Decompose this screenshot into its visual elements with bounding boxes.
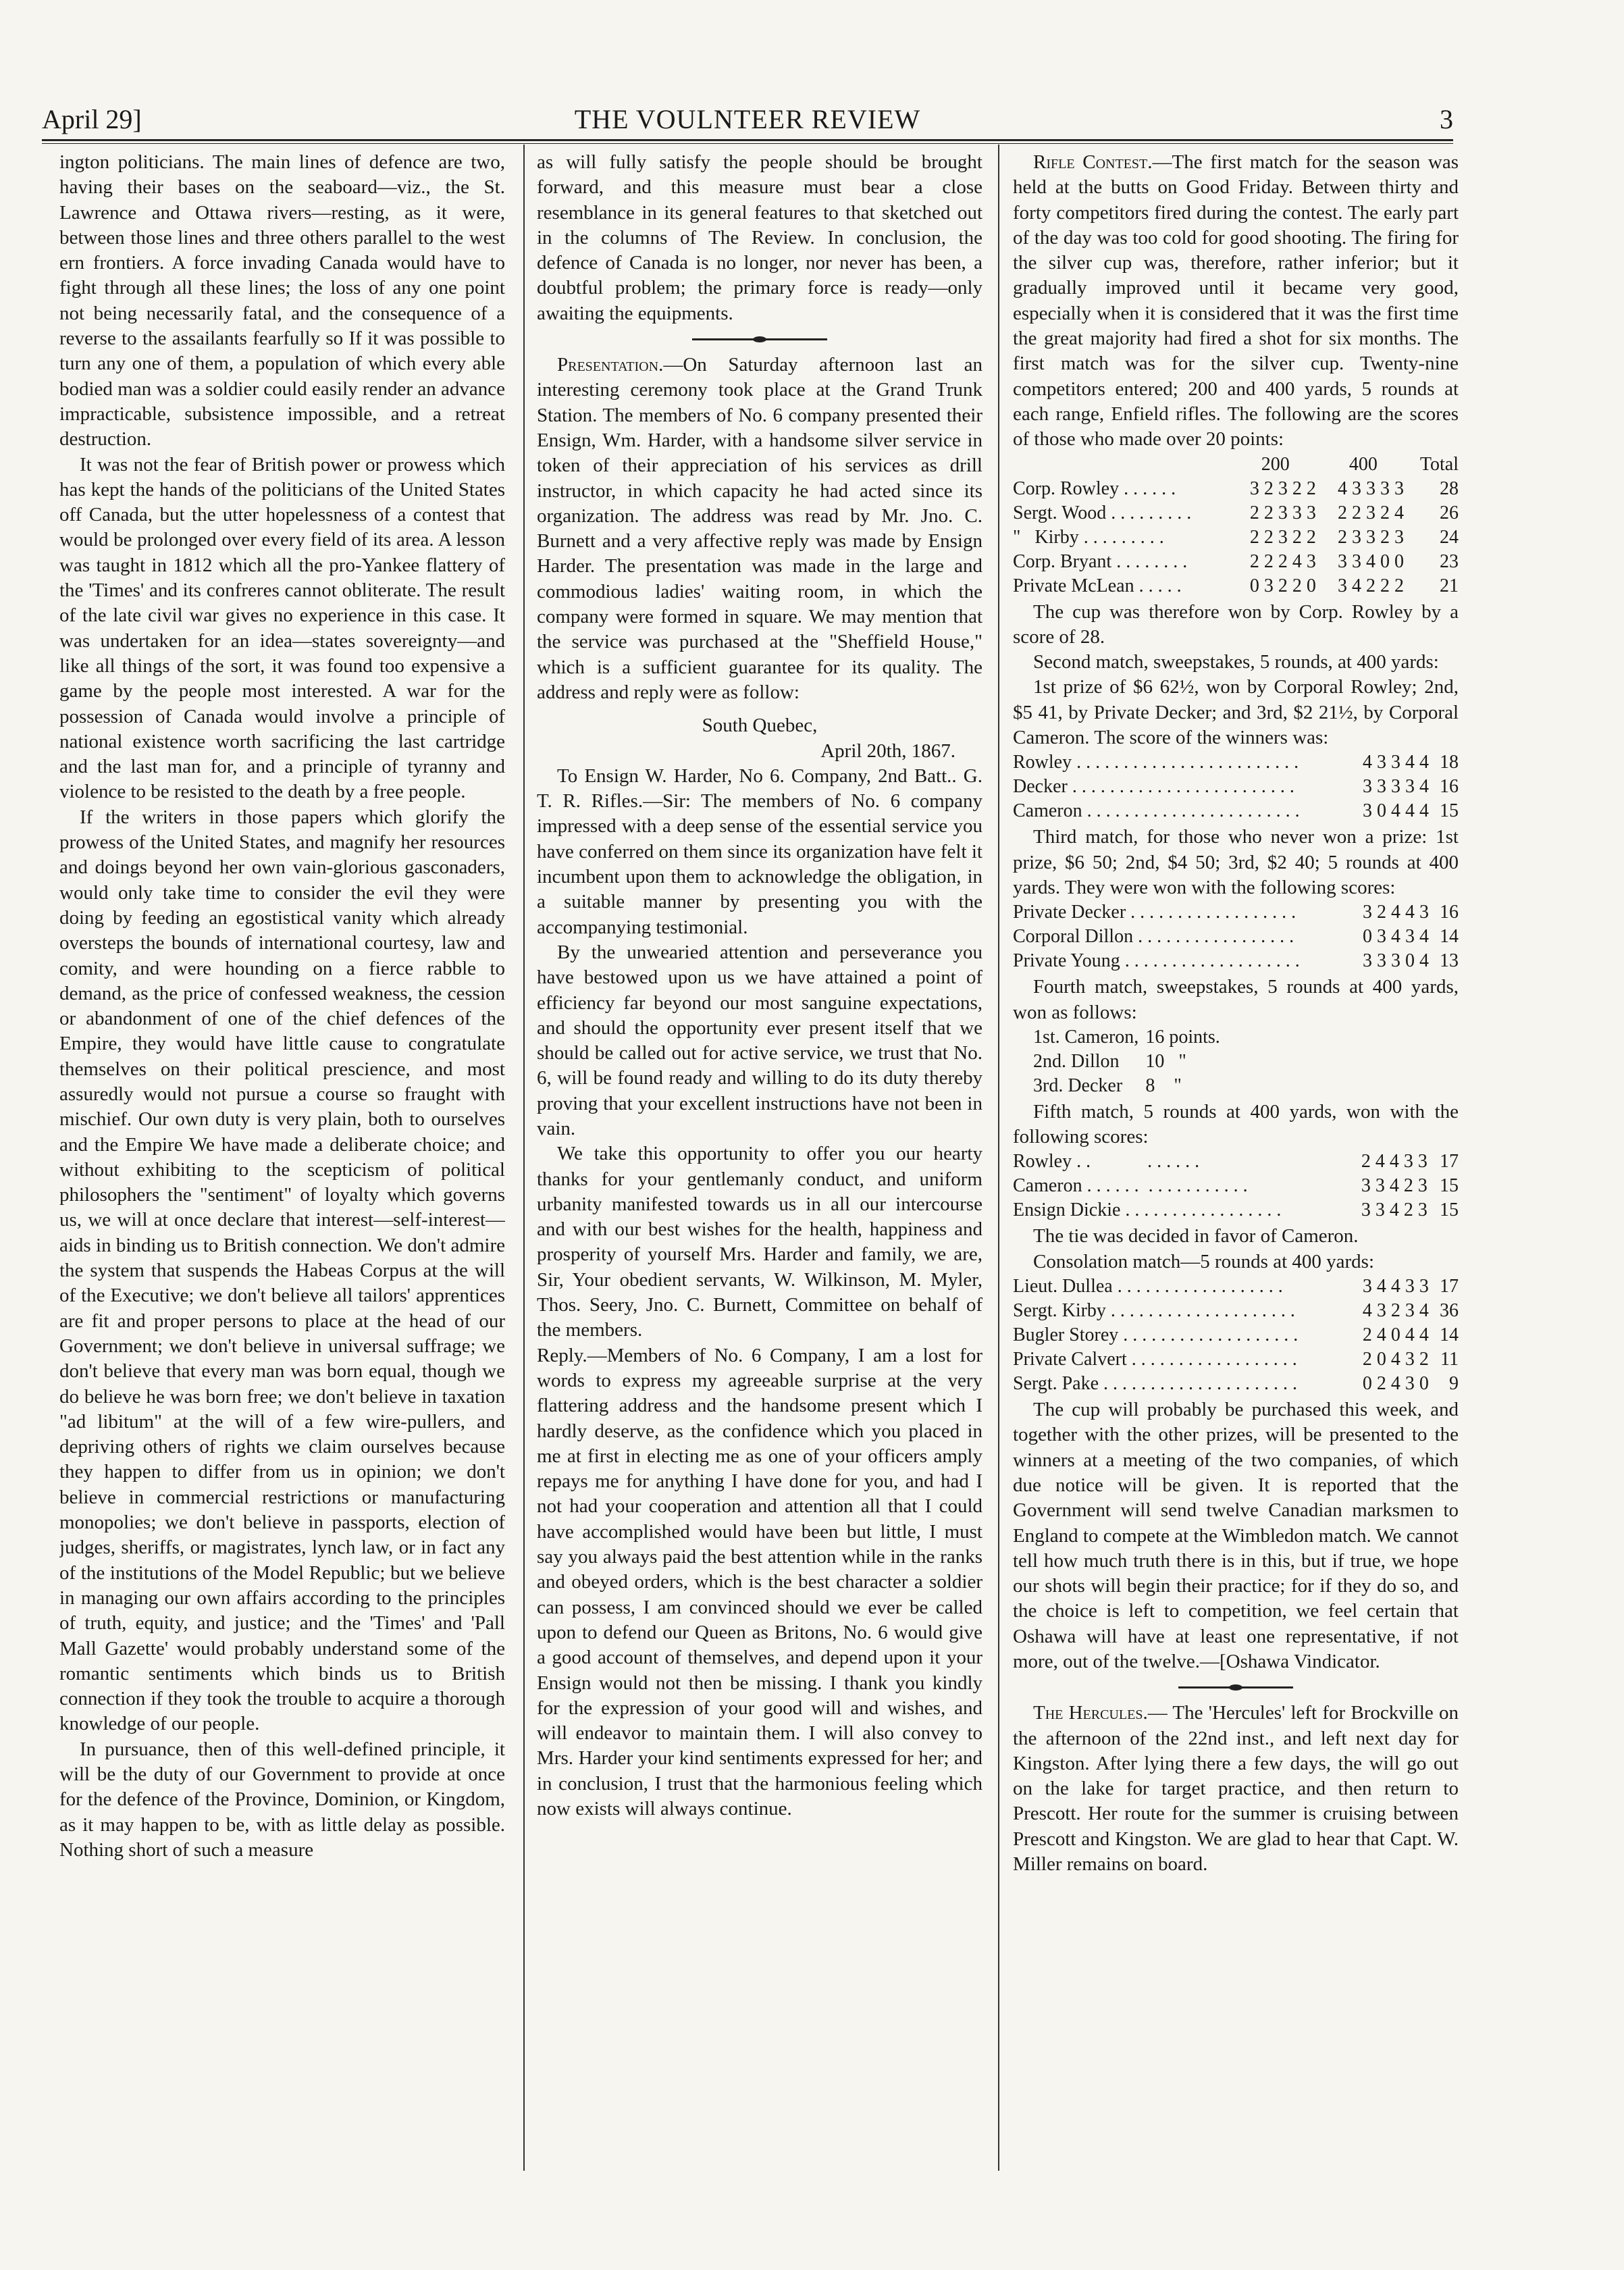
presentation-text: —On Saturday afternoon last an interesting ceremony took place at the Grand Trunk Station. The members of No. 6 company presented their Ensign, Wm. Harder, with a handsome silver service in token of their appreciation of his services as drill instructor, in which capacity he had acted since its organization. The address was read by Mr. Jno. C. Burnett and a very affective reply was made by Ensign Harder. The presentation was made in the large and commodious ladies' waiting room, in which the company were formed in square. We may mention that the service was purchased at the "Sheffield House," which is a sufficient guarantee for its quality. The address and reply were as follow: (537, 354, 983, 703)
table-cell: Ensign Dickie . . . . . . . . . . . . . . . . . (1013, 1200, 1282, 1221)
table-cell: 3 3 3 3 4 (1363, 776, 1430, 798)
table-cell: 2 2 2 4 3 (1249, 550, 1316, 572)
table-cell: 2 4 4 3 3 (1361, 1151, 1427, 1172)
table-cell: Rowley . . . . . . . . (1013, 1151, 1200, 1172)
table-cell: 16 (1440, 776, 1459, 798)
table-cell: Corporal Dillon . . . . . . . . . . . . . . . . . (1013, 926, 1294, 948)
table-cell: 3 4 2 2 2 (1338, 575, 1405, 596)
table-cell: Private Young . . . . . . . . . . . . . . . . . . . (1013, 950, 1300, 972)
table-cell: Corp. Rowley . . . . . . (1013, 478, 1176, 499)
table-cell: 23 (1440, 550, 1459, 572)
table-cell: 11 (1440, 1349, 1459, 1370)
header-rule (42, 139, 1453, 141)
header-rule-thin (42, 143, 1453, 144)
table-cell: Rowley . . . . . . . . . . . . . . . . . . . . . . . . (1013, 752, 1299, 773)
table-row (1013, 574, 1459, 598)
third-match-text: Third match, for those who never won a prize: 1st prize, $6 50; 2nd, $4 50; 3rd, $2 40; 5 rounds at 400 yards. They were won with the following scores: (1013, 826, 1459, 898)
table-cell: Cameron . . . . . . . . . . . . . . . . . . . . . . . (1013, 800, 1300, 822)
presentation-heading: Presentation. (557, 354, 664, 376)
col2-paragraph: as will fully satisfy the people should be brought forward, and this measure must bear a close resemblance in its general features to that sketched out in the columns of The Review. In conclusion, the defence of Canada is no longer, nor never has been, a doubtful problem; the primary force is ready—only awaiting the equipments. (537, 151, 983, 324)
table-cell: 2nd. Dillon (1033, 1050, 1120, 1072)
table-cell: 17 (1440, 1151, 1459, 1172)
table-cell: 3 2 4 4 3 (1363, 902, 1430, 923)
table-row (1013, 501, 1459, 525)
table-cell: Lieut. Dullea . . . . . . . . . . . . . . . . . . (1013, 1276, 1283, 1297)
table-cell: 2 3 3 2 3 (1338, 526, 1405, 548)
table-header-cell (1013, 453, 1228, 477)
column-2 (537, 150, 983, 2169)
third-match-table (1013, 900, 1459, 973)
rifle-contest-intro: —The first match for the season was held at the butts on Good Friday. Between thirty and forty competitors fired during the contest. The early part of the day was too cold for good shooting. The firing for the silver cup was, therefore, rather inferior; but it gradually improved until it became very good, especially when it is considered that it was the first time the great majority had fired a shot for six months. The first match was for the silver cup. Twenty-nine competitors entered; 200 and 400 yards, 5 rounds at each range, Enfield rifles. The following are the scores of those who made over 20 points: (1013, 151, 1459, 450)
table-cell: 2 2 3 2 2 (1249, 526, 1316, 548)
hercules-article (1013, 1701, 1459, 1877)
table-cell: Sergt. Wood . . . . . . . . . (1013, 502, 1192, 523)
publication-title: THE VOULNTEER REVIEW (574, 104, 921, 134)
table-cell: 16 (1440, 902, 1459, 923)
reply-paragraph: Reply.—Members of No. 6 Company, I am a lost for words to express my agreeable surprise at the very flattering address and the handsome present which I hardly deserve, as the confidence which you placed in me at first in electing me as one of your officers amply repays me for anything I have done for you, and had I not had your cooperation and attention all that I could have accomplished would have been but little, I must say you always paid the best attention while in the ranks and obeyed orders, which is the best character a soldier can possess, I am convinced should we ever be called upon to defend our Queen as Britons, No. 6 would give a good account of themselves, and depend upon it your Ensign would not then be missing. I thank you kindly for the expression of your good will and wishes, and will endeavor to maintain them. I will also convey to Mrs. Harder your kind sentiments expressed for her; and in conclusion, I trust that the harmonious feeling which now exists will always continue. (537, 1344, 983, 1820)
fifth-match-text: Fifth match, 5 rounds at 400 yards, won with the following scores: (1013, 1100, 1459, 1148)
cup-result: The cup was therefore won by Corp. Rowley by a score of 28. (1013, 600, 1459, 648)
table-cell: 15 (1440, 1200, 1459, 1221)
table-row (1013, 1323, 1459, 1347)
table-row (1013, 1150, 1459, 1174)
table-cell: 16 points. (1145, 1026, 1220, 1048)
letter-place: South Quebec, (702, 715, 818, 737)
tie-note: The tie was decided in favor of Cameron. (1033, 1225, 1359, 1247)
list-item (1033, 1074, 1220, 1098)
table-cell: 8 " (1145, 1075, 1182, 1096)
page-number: 3 (1440, 104, 1453, 134)
table-row (1013, 775, 1459, 799)
table-cell: 21 (1440, 575, 1459, 596)
table-cell: 14 (1440, 1324, 1459, 1346)
list-item (1033, 1050, 1220, 1074)
consolation-table (1013, 1274, 1459, 1396)
second-match-table (1013, 750, 1459, 823)
table-cell: 4 3 3 4 4 (1363, 752, 1430, 773)
table-cell: Decker . . . . . . . . . . . . . . . . . . . . . . . . (1013, 776, 1294, 798)
table-row (1013, 799, 1459, 823)
table-cell: 3 0 4 4 4 (1363, 800, 1430, 822)
table-cell: 15 (1440, 800, 1459, 822)
table-cell: 36 (1440, 1300, 1459, 1322)
table-row (1013, 750, 1459, 775)
table-cell: 4 3 3 3 3 (1338, 478, 1405, 499)
column-divider-2 (998, 145, 999, 2171)
table-row (1013, 525, 1459, 550)
table-cell: 3 3 4 2 3 (1361, 1175, 1427, 1197)
table-row (1013, 900, 1459, 925)
table-cell: 3 3 3 0 4 (1363, 950, 1430, 972)
table-cell: 26 (1440, 502, 1459, 523)
table-cell: Private Calvert . . . . . . . . . . . . . . . . . . (1013, 1349, 1297, 1370)
hercules-text: — The 'Hercules' left for Brockville on the afternoon of the 22nd inst., and left next day for Kingston. After lying there a few days, the will go out on the lake for target practice, and then return to Prescott. Her route for the summer is cruising between Prescott and Kingston. We are glad to hear that Capt. W. Miller remains on board. (1013, 1702, 1459, 1876)
table-cell: 9 (1444, 1373, 1459, 1395)
table-header-cell: 400 (1348, 453, 1378, 475)
fifth-match-table (1013, 1150, 1459, 1222)
table-cell: 1st. Cameron, (1033, 1026, 1139, 1048)
rifle-contest-article (1013, 150, 1459, 453)
presentation-article (537, 353, 983, 705)
second-match-heading: Second match, sweepstakes, 5 rounds, at 400 yards: (1033, 651, 1439, 673)
table-header-row (1013, 453, 1459, 477)
consolation-heading: Consolation match—5 rounds at 400 yards: (1033, 1250, 1375, 1272)
column-1 (59, 150, 505, 2169)
table-header-cell: Total (1419, 453, 1459, 475)
col1-paragraph: It was not the fear of British power or prowess which has kept the hands of the politicians of the United States off Canada, but the utter hopelessness of a contest that would be prolonged over every field of its area. A lesson was taught in 1812 which all the pro-Yankee flattery of the 'Times' and its confreres cannot obliterate. The result of the late civil war gives no experience in this case. It was undertaken for an idea—states sovereignty—and like all things of the sort, it was found too expensive a game by the people most interested. A war for the possession of Canada would involve a principle of national existence worth sacrificing the last cartridge and the last man for, and a principle of tyranny and violence to be resisted to the death by a free people. (59, 453, 505, 803)
list-item (1033, 1025, 1220, 1050)
table-cell: Corp. Bryant . . . . . . . . (1013, 550, 1188, 572)
section-separator (692, 338, 827, 340)
table-cell: 10 " (1145, 1050, 1186, 1072)
table-row (1013, 1198, 1459, 1222)
section-separator (1178, 1686, 1293, 1688)
table-cell: 2 2 3 2 4 (1338, 502, 1405, 523)
table-cell: 3 4 4 3 3 (1362, 1276, 1429, 1297)
table-cell: 18 (1440, 752, 1459, 773)
closing-paragraph: The cup will probably be purchased this week, and together with the other prizes, will be presented to the winners at a meeting of the two companies, of which due notice will be given. It is reported that the Government will send twelve Canadian marksmen to England to compete at the Wimbledon match. We cannot tell how much truth there is in this, but if true, we hope our shots will begin their practice; for if they do so, and the choice is left to competition, we feel certain that Oshawa will have at least one representative, if not more, out of the twelve.—[Oshawa Vindicator. (1013, 1399, 1459, 1672)
table-cell: Sergt. Pake . . . . . . . . . . . . . . . . . . . . . (1013, 1373, 1298, 1395)
table-row (1013, 477, 1459, 501)
table-cell: 3 3 4 2 3 (1361, 1200, 1427, 1221)
second-match-prizes: 1st prize of $6 62½, won by Corporal Rowley; 2nd, $5 41, by Private Decker; and 3rd, $2 21½, by Corporal Cameron. The score of the winners was: (1013, 676, 1459, 749)
table-cell: Private McLean . . . . . (1013, 575, 1182, 596)
table-cell: 3rd. Decker (1033, 1075, 1123, 1096)
address-paragraph: By the unwearied attention and perseverance you have bestowed upon us we have attained a point of efficiency far beyond our most sanguine expectations, and should the opportunity ever present itself that we should be called out for active service, we trust that No. 6, will be found ready and willing to do its duty thereby proving that your excellent instructions have not been in vain. (537, 941, 983, 1139)
first-match-table (1013, 453, 1459, 598)
col1-paragraph: In pursuance, then of this well-defined principle, it will be the duty of our Government to provide at once for the defence of the Province, Dominion, or Kingdom, as it may happen to be, with as little delay as possible. Nothing short of such a measure (59, 1738, 505, 1861)
table-cell: 0 3 2 2 0 (1249, 575, 1316, 596)
column-divider-1 (523, 145, 525, 2171)
column-3 (1013, 150, 1459, 2169)
rifle-contest-heading: Rifle Contest. (1033, 151, 1153, 173)
table-cell: Cameron . . . . . . . . . . . . . . . . . (1013, 1175, 1248, 1197)
table-cell: 28 (1440, 478, 1459, 499)
issue-date: April 29] (42, 104, 142, 134)
table-cell: 13 (1440, 950, 1459, 972)
table-cell: 17 (1440, 1276, 1459, 1297)
hercules-heading: The Hercules. (1033, 1702, 1148, 1724)
fourth-match-list (1033, 1025, 1220, 1098)
fourth-match-text: Fourth match, sweepstakes, 5 rounds at 400 yards, won as follows: (1013, 976, 1459, 1023)
table-row (1013, 949, 1459, 973)
table-cell: 14 (1440, 926, 1459, 948)
table-cell: Private Decker . . . . . . . . . . . . . . . . . . (1013, 902, 1296, 923)
table-row (1013, 1274, 1459, 1299)
table-cell: 3 2 3 2 2 (1249, 478, 1316, 499)
table-cell: 0 3 4 3 4 (1363, 926, 1430, 948)
table-cell: 2 0 4 3 2 (1362, 1349, 1429, 1370)
address-paragraph: We take this opportunity to offer you our hearty thanks for your gentlemanly conduct, and uniform urbanity manifested towards us in all our intercourse and with our best wishes for the health, happiness and prosperity of yourself Mrs. Harder and family, we are, Sir, Your obedient servants, W. Wilkinson, M. Myler, Thos. Seery, Jno. C. Burnett, Committee on behalf of the members. (537, 1143, 983, 1341)
table-cell: " Kirby . . . . . . . . . (1013, 526, 1164, 548)
letter-date: April 20th, 1867. (820, 740, 955, 762)
table-header-cell: 200 (1261, 453, 1290, 475)
table-row (1013, 550, 1459, 574)
table-cell: 2 4 0 4 4 (1362, 1324, 1429, 1346)
table-cell: 15 (1440, 1175, 1459, 1197)
col1-paragraph: If the writers in those papers which glorify the prowess of the United States, and magnify her resources and doings beyond her own vain-glorious gasconaders, would only take time to consider the evil they were doing by feeding an egostistical vanity which already oversteps the bounds of international courtesy, law and comity, and were hounding on a fierce rabble to demand, as the price of confessed weakness, the cession or abandonment of one of the chief defences of the Empire, they would have little cause to congratulate themselves on their political prescience, and most assuredly would not pursue a course so fraught with mischief. Our own duty is very plain, both to ourselves and the Empire We have made a deliberate choice; and without exhibiting to the scepticism of political philosophers the "sentiment" of loyalty which governs us, we will at once declare that interest—self-interest—aids in binding us to British connection. We don't admire the system that suspends the Habeas Corpus at the will of the Executive; we don't believe all tailors' apprentices are fit and proper persons to place at the head of our Government; we don't believe in universal suffrage; we don't believe that every man was born equal, though we do believe he was born free; we don't believe in taxation "ad libitum" at the will of a few wire-pullers, and depriving others of rights we claim ourselves because they happen to differ from us in opinion; we don't believe in commercial restrictions or manufacturing monopolies; we don't believe in passports, election of judges, sheriffs, or magistrates, lynch law, or in fact any of the institutions of the Model Republic; but we believe in managing our own affairs according to the principles of truth, equity, and justice; and the 'Times' and 'Pall Mall Gazette' would probably understand some of the romantic sentiments which binds us to British connection if they took the trouble to acquire a thorough knowledge of our people. (59, 806, 505, 1735)
address-paragraph: To Ensign W. Harder, No 6. Company, 2nd Batt.. G. T. R. Rifles.—Sir: The members of No. 6 company impressed with a deep sense of the essential service you have conferred on them since its organization have felt it incumbent upon them to acknowledge the obligation, in a suitable manner by presenting you with the accompanying testimonial. (537, 765, 983, 938)
col1-paragraph: ington politicians. The main lines of defence are two, having their bases on the seaboard—viz., the St. Lawrence and Ottawa rivers—resting, as it were, between those lines and three others parallel to the west ern frontiers. A force invading Canada would have to fight through all these lines; the loss of any one point not being necessarily fatal, and the consequence of a reverse to the assailants fearfully so If it was possible to turn any one of them, a population of which every able bodied man was a soldier could easily render an advance impracticable, subsistence impossible, and a retreat destruction. (59, 151, 505, 450)
table-cell: 3 3 4 0 0 (1338, 550, 1405, 572)
table-cell: Bugler Storey . . . . . . . . . . . . . . . . . . . (1013, 1324, 1299, 1346)
table-row (1013, 925, 1459, 949)
table-row (1013, 1174, 1459, 1198)
table-cell: 0 2 4 3 0 (1362, 1373, 1429, 1395)
table-cell: Sergt. Kirby . . . . . . . . . . . . . . . . . . . . (1013, 1300, 1295, 1322)
table-cell: 2 2 3 3 3 (1249, 502, 1316, 523)
table-row (1013, 1299, 1459, 1323)
table-row (1013, 1372, 1459, 1396)
table-row (1013, 1347, 1459, 1372)
table-cell: 4 3 2 3 4 (1362, 1300, 1429, 1322)
table-cell: 24 (1440, 526, 1459, 548)
page-header (42, 101, 1453, 138)
